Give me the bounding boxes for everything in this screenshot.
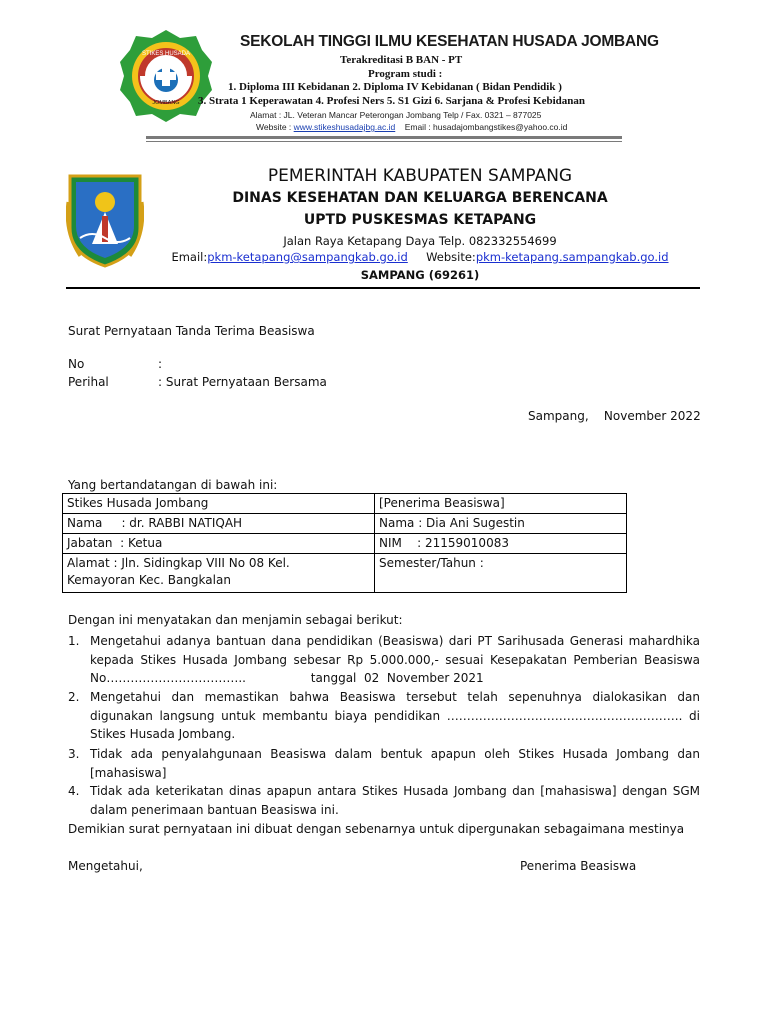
city-zip: SAMPANG (69261) xyxy=(360,268,480,282)
sign-left-label: Mengetahui, xyxy=(68,859,143,873)
letterhead-divider-thin xyxy=(146,141,622,142)
table-cell: Jabatan : Ketua xyxy=(63,534,375,554)
list-text: Mengetahui adanya bantuan dana pendidikan (Beasiswa) dari PT Sarihusada Generasi mahardhika kepada Stikes Husada Jombang sebesar Rp 5.000.000,- sesuai Kesepakatan Pemberian Beasiswa No…………………………….. tanggal 02 November 2021 xyxy=(90,634,704,685)
table-cell: NIM : 21159010083 xyxy=(375,534,627,554)
institution-email: Email : husadajombangstikes@yahoo.co.id xyxy=(404,122,568,132)
table-cell: Stikes Husada Jombang xyxy=(63,494,375,514)
institution-name: SEKOLAH TINGGI ILMU KESEHATAN HUSADA JOMBANG xyxy=(240,33,659,50)
statement-intro: Dengan ini menyatakan dan menjamin sebagai berikut: xyxy=(68,613,403,627)
list-number: 1. xyxy=(68,634,80,648)
government-website-link[interactable]: pkm-ketapang.sampangkab.go.id xyxy=(475,250,669,264)
accreditation: Terakreditasi B BAN - PT xyxy=(340,54,463,66)
table-cell: Nama : dr. RABBI NATIQAH xyxy=(63,514,375,534)
svg-text:STIKES HUSADA: STIKES HUSADA xyxy=(141,51,191,57)
email-label: Email: xyxy=(171,250,208,264)
no-label: No xyxy=(68,357,85,371)
signatories-table xyxy=(62,493,627,593)
intro-text: Yang bertandatangan di bawah ini: xyxy=(68,478,278,492)
government-line-2: DINAS KESEHATAN DAN KELUARGA BERENCANA xyxy=(232,190,608,206)
institution-website-link[interactable]: www.stikeshusadajbg.ac.id xyxy=(293,122,396,132)
perihal-value: : Surat Pernyataan Bersama xyxy=(158,375,327,389)
list-text: Tidak ada penyalahgunaan Beasiswa dalam bentuk apapun oleh Stikes Husada Jombang dan [mahasiswa] xyxy=(90,747,700,780)
closing-text: Demikian surat pernyataan ini dibuat dengan sebenarnya untuk dipergunakan sebagaimana mestinya xyxy=(68,822,685,836)
table-row xyxy=(63,554,627,593)
list-item xyxy=(68,688,700,744)
list-number: 2. xyxy=(68,690,80,704)
no-value: : xyxy=(158,357,163,371)
program-label: Program studi : xyxy=(368,68,443,80)
list-number: 4. xyxy=(68,784,80,798)
letterhead-divider xyxy=(146,136,622,139)
svg-text:JOMBANG: JOMBANG xyxy=(152,100,180,106)
government-email-link[interactable]: pkm-ketapang@sampangkab.go.id xyxy=(207,250,408,264)
place-date: Sampang, November 2022 xyxy=(528,409,701,423)
sampang-emblem xyxy=(66,172,144,268)
table-row xyxy=(63,494,627,514)
list-number: 3. xyxy=(68,747,80,761)
list-text: Tidak ada keterikatan dinas apapun antara Stikes Husada Jombang dan [mahasiswa] dengan SGM dalam penerimaan bantuan Beasiswa ini. xyxy=(90,784,700,817)
list-item xyxy=(68,745,700,782)
letter-subject-title: Surat Pernyataan Tanda Terima Beasiswa xyxy=(68,324,315,338)
institution-contact xyxy=(256,122,567,132)
list-text: Mengetahui dan memastikan bahwa Beasiswa tersebut telah sepenuhnya dialokasikan dan digunakan langsung untuk membantu biaya pendidikan ………………………………………………….. di Stikes Husada Jombang. xyxy=(90,690,700,741)
table-cell: [Penerima Beasiswa] xyxy=(375,494,627,514)
stikes-logo xyxy=(118,28,214,124)
table-cell: Semester/Tahun : xyxy=(375,554,627,593)
government-address: Jalan Raya Ketapang Daya Telp. 082332554699 xyxy=(283,234,557,248)
table-cell: Nama : Dia Ani Sugestin xyxy=(375,514,627,534)
government-line-1: PEMERINTAH KABUPATEN SAMPANG xyxy=(267,166,573,186)
sign-right-label: Penerima Beasiswa xyxy=(520,859,637,873)
website-label: Website: xyxy=(426,250,476,264)
table-cell: Alamat : Jln. Sidingkap VIII No 08 Kel. Kemayoran Kec. Bangkalan xyxy=(63,554,375,593)
government-line-3: UPTD PUSKESMAS KETAPANG xyxy=(303,212,537,228)
website-label: Website : xyxy=(256,122,292,132)
government-contacts xyxy=(140,250,700,264)
table-row xyxy=(63,534,627,554)
list-item xyxy=(68,782,700,819)
programs-line-1: 1. Diploma III Kebidanan 2. Diploma IV Kebidanan ( Bidan Pendidik ) xyxy=(228,81,562,93)
programs-line-2: 3. Strata 1 Keperawatan 4. Profesi Ners 5. S1 Gizi 6. Sarjana & Profesi Kebidanan xyxy=(198,95,586,107)
table-row xyxy=(63,514,627,534)
list-item xyxy=(68,632,704,688)
institution-address: Alamat : JL. Veteran Mancar Peterongan Jombang Telp / Fax. 0321 – 877025 xyxy=(250,110,542,120)
perihal-label: Perihal xyxy=(68,375,109,389)
header-divider xyxy=(66,287,700,289)
